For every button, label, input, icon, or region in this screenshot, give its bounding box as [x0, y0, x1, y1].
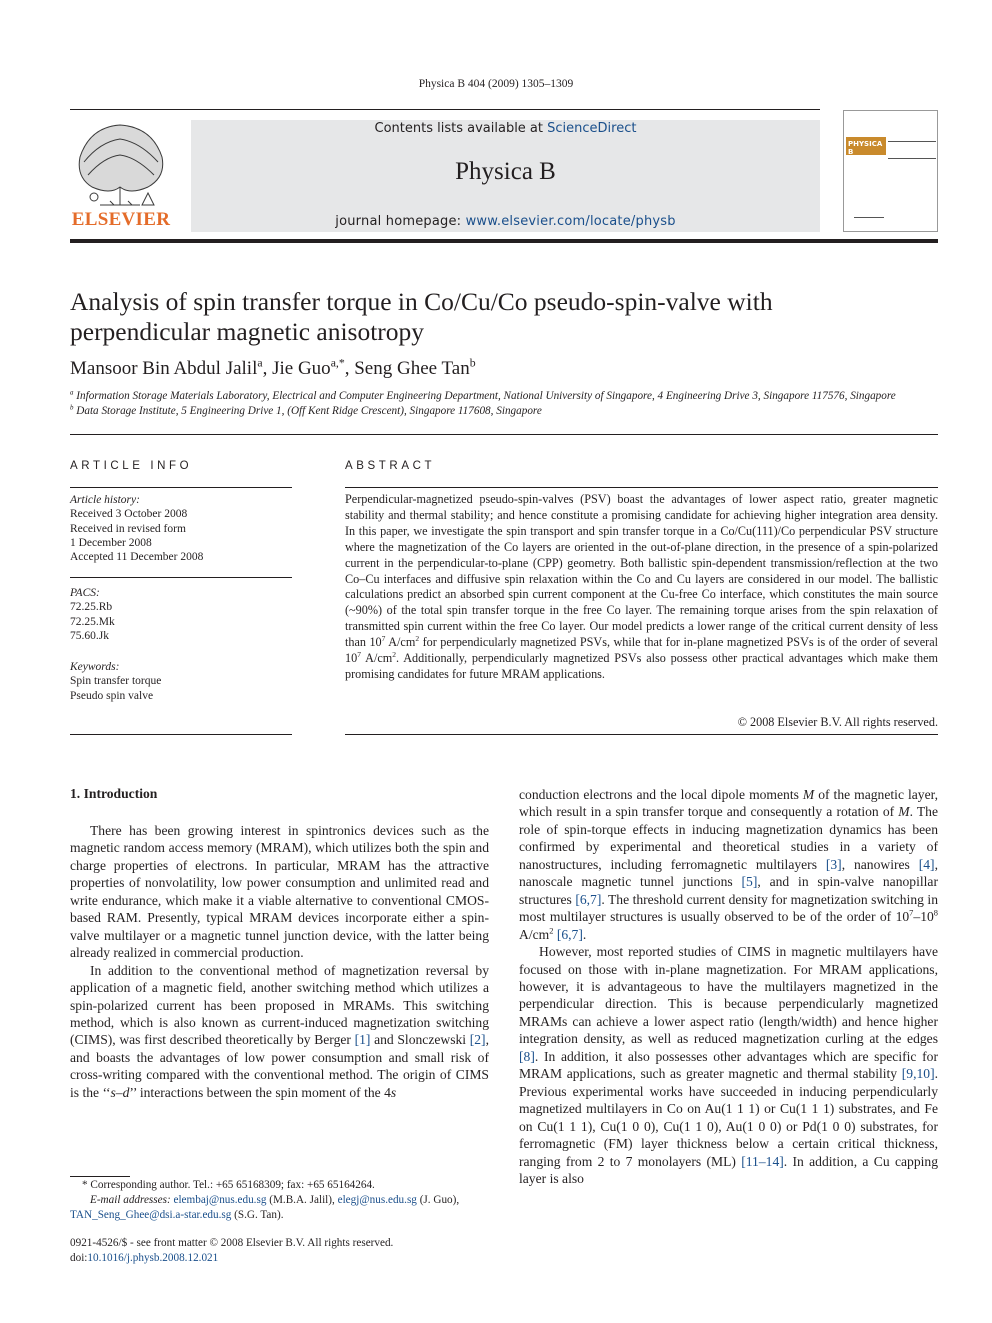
email-addresses [70, 1193, 489, 1208]
reference-link[interactable]: [8] [519, 1048, 535, 1064]
text-segment: However, most reported studies of CIMS in magnetic multilayers have focused on those with in-plane magnetization. For MRAM applications, however, it is advantageous to have the multilayers magnetized in the perpendicular direction. This is because perpendicularly magnetized MRAMs can achieve a lower aspect ratio (length/width) and hence higher integration density, as well as reduced magnetization curling at the edges [519, 944, 938, 1047]
history-item: Received 3 October 2008 [70, 508, 188, 521]
text-segment: s–d [110, 1084, 130, 1100]
text-segment: . Previous experimental works have succeeded in inducing perpendicularly magnetized multilayers in Co on Au(1 1 1) or Cu(1 1 1) substrates, and Fe on Cu(1 1 1), Cu(1 0 0), Cu(1 1 0), Au(1 0 0) or Pd(1 0 0) substrates, for ferromagnetic (FM) layer thickness below a certain critical thickness, ranging from 2 to 7 monolayers (ML) [519, 1066, 938, 1169]
article-info-heading: ARTICLE INFO [70, 460, 193, 472]
reference-link[interactable]: [6,7] [556, 926, 583, 942]
text-segment: M [802, 787, 815, 802]
author-mark: b [469, 356, 476, 370]
sciencedirect-link[interactable]: ScienceDirect [547, 121, 637, 136]
journal-title: Physica B [455, 158, 556, 185]
keyword-item: Spin transfer torque [70, 675, 162, 688]
text-segment: . In addition, it also possesses other advantages which are specific for MRAM applications, such as greater magnetic and thermal stability [519, 1048, 938, 1082]
reference-link[interactable]: [1] [354, 1032, 371, 1048]
reference-link[interactable]: [4] [918, 856, 935, 872]
affiliation-text: Information Storage Materials Laboratory, Electrical and Computer Engineering Department, National University of Singapore, 4 Engineering Drive 3, Singapore 117576, Singapore [76, 390, 896, 402]
doi-link[interactable]: 10.1016/j.physb.2008.12.021 [87, 1252, 219, 1264]
author-name: Seng Ghee Tan [354, 358, 470, 379]
right-column [519, 786, 938, 1187]
divider [345, 487, 938, 488]
keyword-item: Pseudo spin valve [70, 689, 154, 702]
reference-link[interactable]: [9,10] [901, 1066, 935, 1082]
text-segment: A/cm [519, 926, 550, 942]
reference-link[interactable]: [11–14] [741, 1153, 784, 1169]
email-link[interactable]: elembaj@nus.edu.sg [173, 1194, 267, 1206]
divider [70, 487, 292, 488]
text-segment: s [390, 1084, 397, 1100]
doi-label: doi: [70, 1252, 88, 1264]
paragraph [519, 943, 938, 1187]
text-segment: . In addition, a Cu capping layer is also [519, 1153, 938, 1186]
author-mark: a [257, 356, 263, 370]
text-segment: In addition to the conventional method of magnetization reversal by application of a magnetic field, another switching method which utilizes a spin-polarized current has been proposed in MRAMs. This switching method, which is also known as current-induced magnetization switching (CIMS), was first described theoretically by Berger [70, 962, 489, 1048]
cover-line [854, 217, 884, 218]
reference-link[interactable]: [6,7] [575, 891, 602, 907]
text-segment: M [898, 804, 910, 820]
abstract-segment: . Additionally, perpendicularly magnetized PSVs also possess other practical advantages which make them promising candidates for future MRAM applications. [345, 651, 938, 681]
cover-line [888, 158, 936, 159]
issn-line: 0921-4526/$ - see front matter © 2008 Elsevier B.V. All rights reserved. [70, 1237, 394, 1249]
email-owner: (S.G. Tan). [231, 1209, 284, 1221]
pacs-item: 72.25.Mk [70, 615, 115, 628]
author-name: Mansoor Bin Abdul Jalil [70, 358, 258, 379]
corresponding-author: * Corresponding author. Tel.: +65 65168309; fax: +65 65164264. [82, 1179, 375, 1191]
history-label: Article history: [70, 494, 140, 506]
email-addresses-cont [70, 1208, 489, 1223]
history-item: Accepted 11 December 2008 [70, 551, 204, 564]
history-item: 1 December 2008 [70, 536, 152, 549]
email-label: E-mail addresses: [90, 1194, 174, 1206]
email-owner: (M.B.A. Jalil), [266, 1194, 338, 1206]
pacs-label: PACS: [70, 587, 100, 599]
abstract-segment: for perpendicularly magnetized PSVs, while that for in-plane magnetized PSVs is of the order of several 10 [345, 635, 939, 666]
affiliation [70, 405, 938, 417]
exponent: 2 [549, 925, 554, 936]
journal-homepage [191, 214, 820, 229]
front-matter [70, 1236, 489, 1266]
exponent: 8 [933, 907, 938, 918]
history-item: Received in revised form [70, 522, 186, 535]
abstract-exponent: 7 [381, 634, 386, 644]
text-segment: conduction electrons and the local dipole moments [519, 787, 803, 802]
journal-citation: Physica B 404 (2009) 1305–1309 [418, 78, 574, 90]
divider [70, 577, 292, 578]
abstract-copyright: © 2008 Elsevier B.V. All rights reserved. [737, 715, 938, 729]
header-rule [70, 109, 820, 110]
text-segment: . The threshold current density for magnetization switching in most multilayer structures is usually observed to be of the order of 10 [519, 891, 938, 925]
email-link[interactable]: elegj@nus.edu.sg [337, 1194, 417, 1206]
reference-link[interactable]: [3] [825, 856, 842, 872]
abstract-segment: Perpendicular-magnetized pseudo-spin-valves (PSV) boast the advantages of lower aspect ratio, greater magnetic stability and thermal stability; and hence constitute a promising candidate for achieving higher integration area density. In this paper, we investigate the spin transport and spin transfer torque in a Co/Cu(111)/Co perpendicular PSV structure where the magnetization of the Co layers are oriented in the out-of-plane direction, in the presence of a spin-polarized current in the perpendicular-to-plane (CPP) geometry. Both ballistic spin-dependent transmission/reflection at the two Co–Cu interfaces and diffusive spin relaxation within the Co and Cu layers are considered in our model. The ballistic calculations predict an absorbed spin current component at the Cu-free Co interface, which constitutes the main source (~90%) of the total spin transfer torque in the free Co layer. The remaining torque arises from the spin relaxation of transmitted spin current within the free Co layer. Our model predicts a lower range of the critical current density of less than 10 [345, 492, 938, 650]
text-segment: . The role of spin-torque effects in inducing magnetization dynamics has been confirmed by experimental and theoretical studies in a variety of nanostructures, including ferromagnetic multilayers [519, 804, 939, 872]
reference-link[interactable]: [5] [741, 874, 758, 890]
email-link[interactable]: TAN_Seng_Ghee@dsi.a-star.edu.sg [70, 1209, 232, 1221]
text-segment: –10 [913, 909, 934, 925]
divider [70, 434, 938, 435]
pacs-item: 75.60.Jk [70, 629, 109, 642]
homepage-prefix: journal homepage: [335, 214, 466, 229]
article-title: Analysis of spin transfer torque in Co/Cu/Co pseudo-spin-valve with perpendicular magnetic anisotropy [70, 287, 773, 346]
section-title: 1. Introduction [70, 786, 158, 801]
text-segment: ’’ interactions between the spin moment of the 4 [129, 1084, 391, 1100]
article-history [70, 493, 292, 564]
contents-prefix: Contents lists available at [374, 121, 548, 136]
cover-band: PHYSICA B [846, 137, 886, 155]
text-segment: , nanoscale magnetic tunnel junctions [519, 856, 938, 890]
pacs-block [70, 586, 292, 643]
keywords-label: Keywords: [70, 661, 120, 673]
text-segment: , and boasts the advantages of low power consumption and small risk of cross-writing compared with the conventional method. The origin of CIMS is the ‘‘ [70, 1032, 489, 1100]
keywords-block [70, 660, 292, 703]
exponent: 7 [909, 907, 914, 918]
pacs-item: 72.25.Rb [70, 601, 113, 614]
header-rule-thick [70, 239, 938, 243]
paragraph [70, 962, 489, 1102]
journal-cover-thumbnail-icon [843, 110, 938, 232]
abstract-exponent: 2 [415, 634, 420, 644]
paragraph: conduction electrons and the local dipole moments M of the magnetic layer, which result in a spin transfer torque and consequently a rotation of M. The role of spin-torque effects in inducing magnetization dynamics has been confirmed by experimental and theoretical studies in a variety of nanostructures, including ferromagnetic multilayers [3], nanowires [4], nanoscale magnetic tunnel junctions [5], and in spin-valve nanopillar structures [6,7]. The threshold current density for magnetization switching in most multilayer structures is usually observed to be of the order of $10^7-10^8$ $A/cm^2$ [6,7]. [519, 787, 939, 942]
affiliation-mark: b [70, 403, 74, 412]
homepage-link[interactable]: www.elsevier.com/locate/physb [465, 214, 676, 229]
author-list: Mansoor Bin Abdul Jalil$^a$, Jie Guo$^{a,*}$, Seng Ghee Tan$^b$ [70, 356, 476, 379]
text-segment: and Slonczewski [370, 1032, 470, 1048]
contents-available [191, 121, 820, 136]
abstract-segment: A/cm [385, 635, 416, 650]
abstract-exponent: 7 [357, 650, 361, 659]
affiliation [70, 390, 938, 402]
abstract-exponent: 2 [392, 650, 396, 659]
text-segment: of the magnetic layer, which result in a spin transfer torque and consequently a rotation of [519, 787, 938, 820]
text-segment: , nanowires [841, 856, 919, 872]
elsevier-wordmark: ELSEVIER [71, 209, 171, 230]
text-segment: , and in spin-valve nanopillar structures [519, 874, 938, 907]
doi-line [70, 1251, 489, 1266]
affiliation-text: Data Storage Institute, 5 Engineering Drive 1, (Off Kent Ridge Crescent), Singapore 117608, Singapore [76, 405, 542, 417]
author-mark: a,* [330, 356, 345, 370]
abstract-text [345, 492, 938, 683]
abstract-heading: ABSTRACT [345, 460, 436, 472]
footnote-rule [70, 1176, 130, 1177]
divider [70, 734, 292, 735]
affiliation-mark: a [70, 388, 74, 397]
left-column [70, 822, 489, 1101]
reference-link[interactable]: [2] [469, 1032, 486, 1048]
email-owner: (J. Guo), [416, 1194, 460, 1206]
paragraph: There has been growing interest in spintronics devices such as the magnetic random access memory (MRAM), which utilizes both the spin and charge properties of electrons. In particular, MRAM has the attractive properties of nonvolatility, low power consumption and unlimited read and write endurance, which make it a viable alternative to conventional CMOS-based RAM. Presently, typical MRAM devices incorporate either a spin-valve multilayer or a magnetic tunnel junction device, with the latter being already realized in commercial production. [70, 823, 489, 961]
abstract-segment: A/cm [360, 651, 393, 666]
author-name: Jie Guo [272, 358, 331, 379]
cover-line [888, 141, 936, 142]
footnote [70, 1178, 489, 1223]
divider [345, 734, 938, 735]
